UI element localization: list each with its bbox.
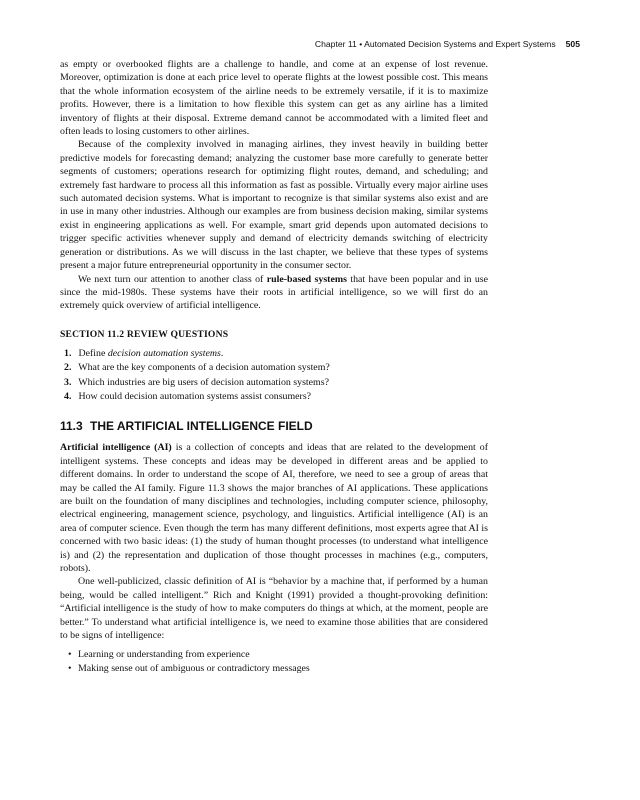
paragraph [60,441,488,575]
key-term: rule-based systems [266,273,347,285]
question-text: How could decision automation systems assist consumers? [78,390,312,402]
list-item: • Learning or understanding from experience [78,648,488,662]
list-item [64,376,488,390]
question-number: 2. [64,362,72,374]
paragraph: as empty or overbooked flights are a challenge to handle, and come at an expense of lost revenue. Moreover, optimization is done at each price level to operate flights at the lowest possible cost. This means that the whole information ecosystem of the airline needs to be extremely versatile, if it is to maximize profits. However, there is a limitation to how flexible this system can get as any airline has a limited inventory of flights at their disposal. Extreme demand cannot be accommodated with a limited fleet and often leads to losing customers to other airlines. [60,59,488,138]
question-text: Define [78,348,108,360]
text-run: is a collection of concepts and ideas that are related to the development of intelligent systems. These concepts and ideas may be developed in different areas and be applied to different domains. In order to understand the scope of AI, therefore, we need to see a group of areas that may be called the AI family. Figure 11.3 shows the major branches of AI applications. These applications are built on the foundation of many disciplines and technologies, including computer science, philosophy, electrical engineering, management science, psychology, and linguistics. Artificial intelligence (AI) is an area of computer science. Even though the term has many different definitions, most experts agree that AI is concerned with two basic ideas: (1) the study of human thought processes (to understand what intelligence is) and (2) the representation and duplication of those thought processes in machines (e.g., computers, robots). [60,442,489,574]
question-number: 1. [64,348,72,360]
section-number: 11.3 [60,418,83,433]
bullet-list [60,648,488,676]
paragraph: One well-publicized, classic definition of AI is “behavior by a machine that, if performed by a human being, would be called intelligent.” Rich and Knight (1991) provided a thought-provoking definition: “Artificial intelligence is the study of how to make computers do things at which, at the moment, people are better.” To understand what artificial intelligence is, we need to examine those abilities that are considered to be signs of intelligence: [60,576,488,642]
list-item [64,361,488,375]
section-heading [60,420,488,433]
page-number: 505 [565,39,580,49]
review-questions-list [60,347,488,404]
list-item [64,347,488,361]
question-text: What are the key components of a decision automation system? [78,362,330,374]
text-run: that have been popular and in use since the mid-1980s. These systems have their roots in artificial intelligence, so we will first do an extremely quick overview of artificial intelligence. [60,273,489,312]
list-item: • Making sense out of ambiguous or contradictory messages [78,662,488,676]
paragraph [60,273,488,313]
question-number: 3. [64,376,72,388]
list-item [64,390,488,404]
running-title: Chapter 11 • Automated Decision Systems and Expert Systems [314,39,556,49]
text-run: We next turn our attention to another class of [78,273,267,285]
section-title: THE ARTIFICIAL INTELLIGENCE FIELD [90,418,313,433]
question-number: 4. [64,390,72,402]
running-header [60,39,580,49]
question-text: Which industries are big users of decision automation systems? [78,376,329,388]
paragraph: Because of the complexity involved in managing airlines, they invest heavily in building better predictive models for forecasting demand; analyzing the customer base more carefully to generate better segments of customers; operations research for optimizing flight routes, demand, and scheduling; and extremely fast hardware to process all this information as fast as possible. Virtually every major airline uses such automated decision systems. What is important to recognize is that similar systems also exist and are in use in many other industries. Although our examples are from business decision making, similar systems exist in engineering applications as well. For example, smart grid depends upon automated decisions to trigger specific activities whenever supply and demand of electricity demands switching of electricity generation or distributions. As we will discuss in the last chapter, we believe that these types of systems present a major future entrepreneurial opportunity in the consumer sector. [60,139,488,272]
question-text: . [220,348,224,360]
review-questions-heading: SECTION 11.2 REVIEW QUESTIONS [60,328,229,340]
key-term: Artificial intelligence (AI) [60,442,172,454]
page-body [60,58,488,676]
question-emphasis: decision automation systems [107,348,221,360]
